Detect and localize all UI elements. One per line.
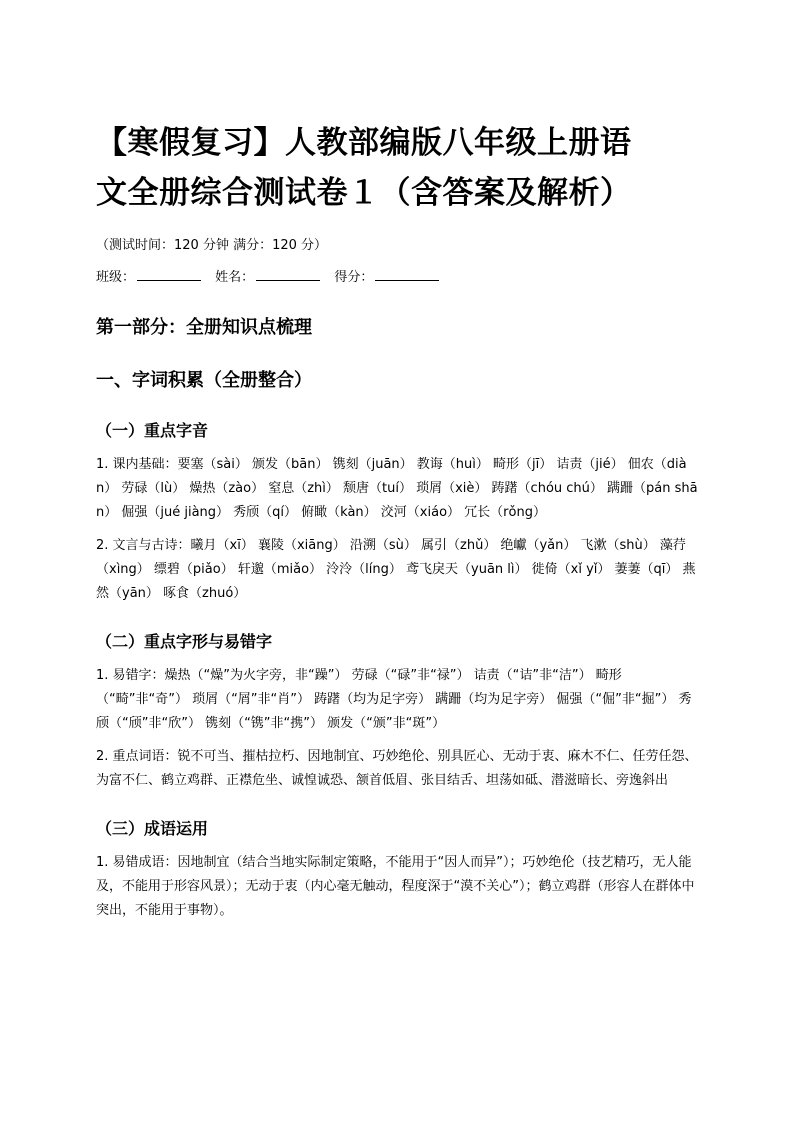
class-blank	[137, 268, 201, 281]
test-info: （测试时间：120 分钟 满分：120 分）	[96, 238, 328, 253]
name-label: 姓名：	[215, 270, 255, 285]
paragraph-pronunciation-basic: 1. 课内基础：要塞（sài） 颁发（bān） 镌刻（juān） 教诲（huì） 畸形（jī） 诘责（jié） 佃农（diàn） 劳碌（lù） 燥热（zào） 窒息（zhì） 颓唐（tuí） 琐屑（xiè） 踌躇（chóu chú） 蹒跚（pán shān） 倔强（jué jiàng） 秀颀（qí） 俯瞰（kàn） 洨河（xiáo） 冗长（rǒng）	[96, 457, 698, 520]
paragraph-pronunciation-classical: 2. 文言与古诗：曦月（xī） 襄陵（xiāng） 沿溯（sù） 属引（zhǔ） 绝巘（yǎn） 飞漱（shù） 藻荇（xìng） 缥碧（piǎo） 轩邈（miǎo） 泠泠（líng） 鸢飞戾天（yuān lì） 徙倚（xǐ yǐ） 萋萋（qī） 燕然（yān） 啄食（zhuó）	[96, 538, 696, 601]
paragraph-error-prone-characters: 1. 易错字：燥热（“燥”为火字旁，非“躁”） 劳碌（“碌”非“禄”） 诘责（“诘”非“洁”） 畸形（“畸”非“奇”） 琐屑（“屑”非“肖”） 踌躇（均为足字旁） 蹒跚（均为足字旁） 倔强（“倔”非“掘”） 秀颀（“颀”非“欣”） 镌刻（“镌”非“携”） 颁发（“颁”非“斑”）	[96, 668, 692, 731]
paragraph-idioms: 1. 易错成语：因地制宜（结合当地实际制定策略，不能用于“因人而异”）；巧妙绝伦（技艺精巧，无人能及，不能用于形容风景）；无动于衷（内心毫无触动，程度深于“漠不关心”）；鹤立鸡群（形容人在群体中突出，不能用于事物）。	[96, 855, 695, 918]
class-label: 班级：	[96, 270, 136, 285]
student-info-row	[96, 268, 702, 288]
title-line-1: 【寒假复习】人教部编版八年级上册语	[96, 125, 632, 161]
score-blank	[375, 268, 439, 281]
paragraph-key-words: 2. 重点词语：锐不可当、摧枯拉朽、因地制宜、巧妙绝伦、别具匠心、无动于衷、麻木不仁、任劳任怨、为富不仁、鹤立鸡群、正襟危坐、诚惶诚恐、颔首低眉、张目结舌、坦荡如砥、潜滋暗长、旁逸斜出	[96, 749, 698, 788]
document-title	[96, 118, 702, 218]
title-line-2: 文全册综合测试卷１（含答案及解析）	[96, 175, 632, 211]
score-label: 得分：	[334, 270, 374, 285]
section-heading: 一、字词积累（全册整合）	[96, 370, 312, 391]
subsection-heading-pronunciation: （一）重点字音	[96, 421, 209, 440]
part-heading: 第一部分：全册知识点梳理	[96, 317, 312, 338]
name-blank	[256, 268, 320, 281]
document-page	[96, 118, 702, 923]
subsection-heading-idioms: （三）成语运用	[96, 819, 209, 838]
subsection-heading-characters: （二）重点字形与易错字	[96, 632, 273, 651]
